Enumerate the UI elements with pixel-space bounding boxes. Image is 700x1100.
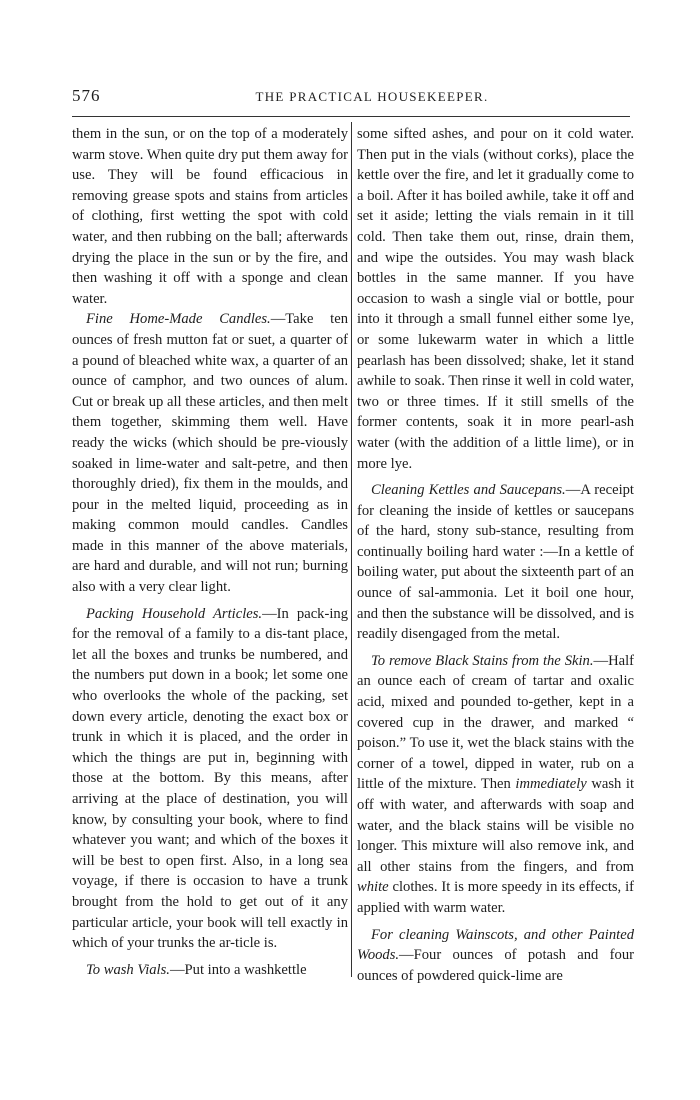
paragraph-vials [72, 960, 348, 981]
section-title-vials: To wash Vials. [86, 961, 170, 978]
emphasis-white: white [357, 879, 389, 896]
right-column [357, 124, 634, 986]
section-title-stains: To remove Black Stains from the Skin. [371, 652, 594, 669]
section-title-kettles: Cleaning Kettles and Saucepans. [371, 482, 566, 499]
header-rule [72, 116, 630, 117]
section-body-vials: —Put into a washkettle [169, 961, 307, 978]
section-body-wainscots: —Four ounces of potash and four ounces of powdered quick-lime are [357, 947, 634, 984]
column-divider [351, 122, 352, 977]
paragraph-wainscots [357, 925, 634, 987]
left-column [72, 124, 348, 980]
running-title: THE PRACTICAL HOUSEKEEPER. [255, 89, 489, 104]
running-head [72, 86, 632, 110]
section-body-stains-c: clothes. It is more speedy in its effects, if applied with warm water. [357, 879, 634, 916]
paragraph-continued: them in the sun, or on the top of a moderately warm stove. When quite dry put them away for use. They will be found efficacious in removing grease spots and stains from articles of clothing, first wetting the spot with cold water, and then rubbing on the ball; afterwards drying the place in the sun or by the fire, and then washing it off with a sponge and clean water. [72, 126, 348, 307]
paragraph-kettles [357, 480, 634, 645]
section-body-stains-b: wash it off with water, and afterwards with soap and water, and the black stains will be visible no longer. This mixture will also remove ink, and all other stains from the fingers, and from [357, 776, 634, 875]
emphasis-immediately: immediately [515, 776, 587, 793]
section-title-candles: Fine Home-Made Candles. [86, 311, 271, 328]
section-body-stains-a: —Half an ounce each of cream of tartar and oxalic acid, mixed and pounded to-gether, kept in a covered cup in the drawer, and marked “ poison.” To use it, wet the black stains with the corner of a towel, dipped in water, rub on a little of the mixture. Then [357, 652, 634, 793]
section-body-packing: —In pack-ing for the removal of a family to a dis-tant place, let all the boxes and trunks be numbered, and the numbers put down in a book; let some one who overlooks the whole of the packing, set down every article, denoting the exact box or trunk in which it is placed, and the order in which the things are put in, beginning with those at the bottom. By this means, after arriving at the place of destination, you will know, by consulting your book, where to find whatever you want; and which of the boxes it will be best to open first. Also, in a long sea voyage, if there is occasion to have a trunk brought from the hold to get out of it any particular article, your book will tell exactly in which of your trunks the ar-ticle is. [72, 605, 348, 952]
paragraph-stains [357, 651, 634, 919]
paragraph-packing [72, 604, 348, 954]
page-number: 576 [72, 86, 101, 105]
paragraph-candles [72, 309, 348, 597]
section-title-wainscots: For cleaning Wainscots, and other Painted Woods. [357, 926, 634, 964]
paragraph-vials-continued: some sifted ashes, and pour on it cold water. Then put in the vials (without corks), place the kettle over the fire, and let it gradually come to a boil. After it has boiled awhile, take it off and set it aside; letting the vials remain in it till cold. Then take them out, rinse, drain them, and wipe the outsides. You may wash black bottles in the same manner. If you have occasion to wash a single vial or bottle, pour into it through a small funnel either some lye, or some lukewarm water in which a little pearlash has been dissolved; shake, let it stand awhile to soak. Then rinse it well in cold water, two or three times. If it still smells of the former contents, soak it in more pearl-ash water (with the addition of a little lime), or in more lye. [357, 126, 634, 472]
section-body-kettles: —A receipt for cleaning the inside of kettles or saucepans of the hard, stony sub-stance, resulting from continually boiling hard water :—In a kettle of boiling water, put about the sixteenth part of an ounce of sal-ammonia. Let it boil one hour, and then the substance will be dissolved, and is readily disengaged from the metal. [357, 482, 634, 643]
section-body-candles: —Take ten ounces of fresh mutton fat or suet, a quarter of a pound of bleached white wax, a quarter of an ounce of camphor, and two ounces of alum. Cut or break up all these articles, and then melt them together, skimming them well. Have ready the wicks (which should be pre-viously soaked in lime-water and salt-petre, and then thoroughly dried), fix them in the moulds, and pour in the melted liquid, proceeding as in making common mould candles. Candles made in this manner of the above materials, are hard and durable, and will not run; burning also with a very clear light. [72, 311, 349, 596]
section-title-packing: Packing Household Articles. [86, 605, 263, 622]
